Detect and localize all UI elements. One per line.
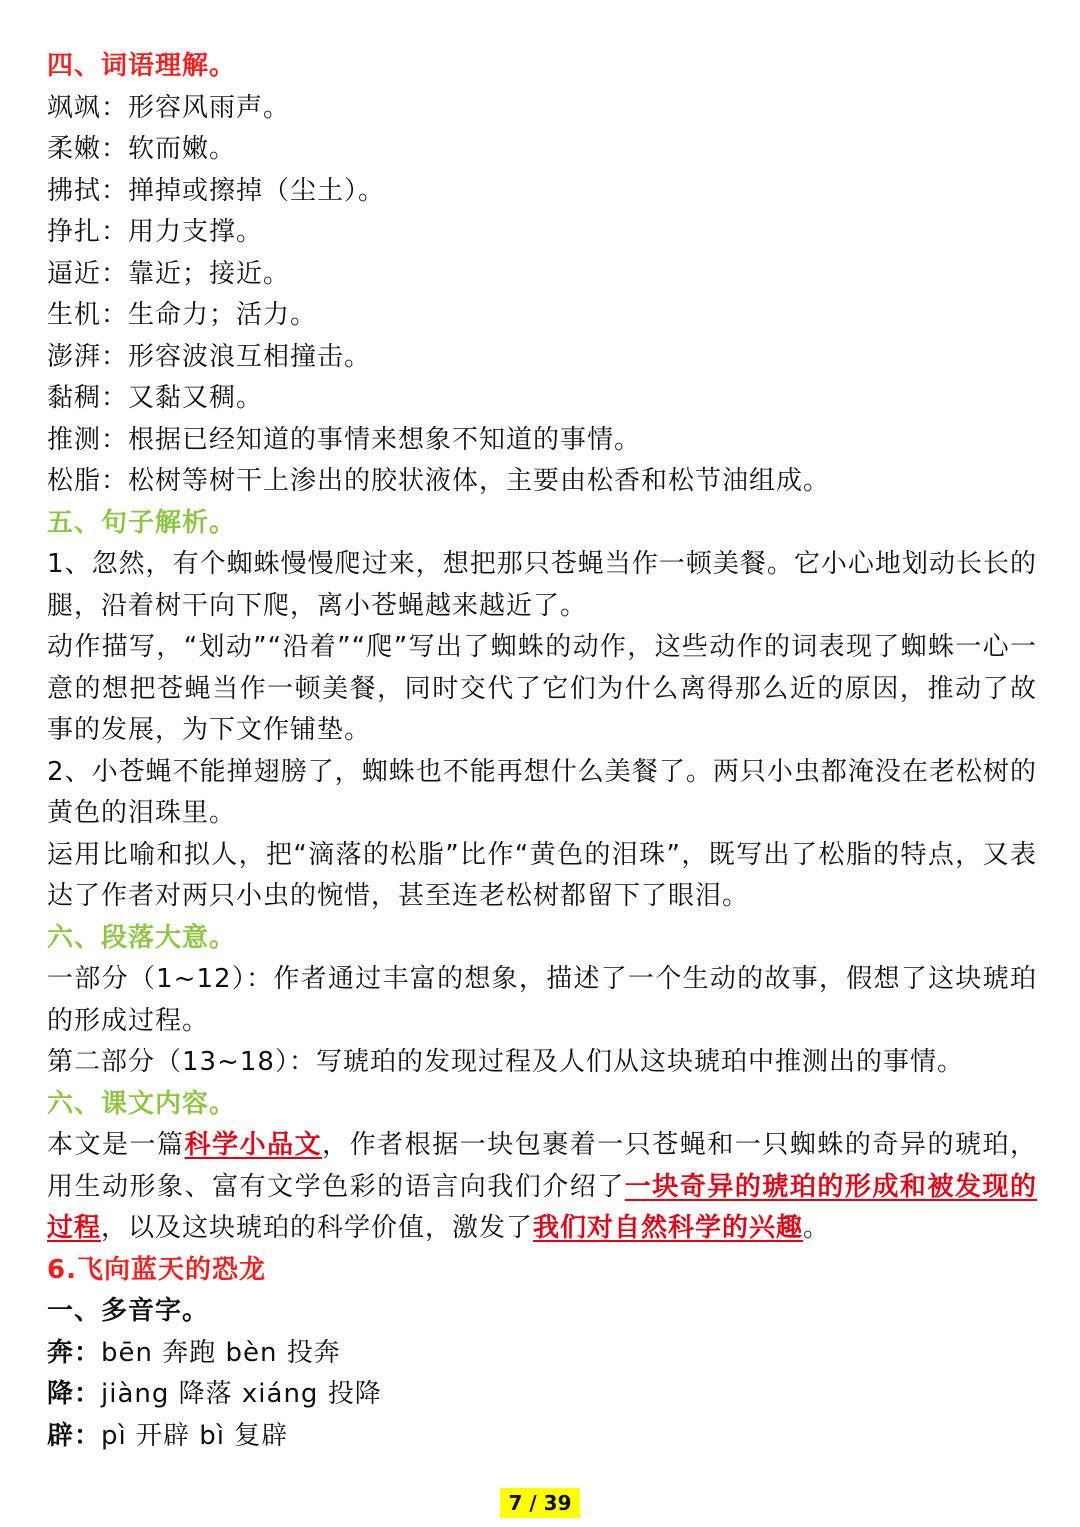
content-text: ，作者根据一块包裹着一只苍蝇和一只蜘蛛的奇异的琥珀，用生动形象、富有文学色彩的语言向我们介绍了 [47,1130,1037,1202]
polyphone-readings: bēn 奔跑 bèn 投奔 [101,1337,341,1368]
page-number-badge: 7 / 39 [500,1488,580,1518]
polyphone-char: 降： [47,1379,102,1409]
lesson-title: 6.飞向蓝天的恐龙 [47,1254,266,1285]
polyphone-row [47,1333,1037,1375]
word-item: 柔嫩：软而嫩。 [47,134,237,164]
polyphone-row [47,1374,1037,1416]
content-text: 本文是一篇 [47,1130,185,1160]
word-item: 飒飒：形容风雨声。 [47,92,291,123]
sentence-paragraph: 1、忽然，有个蜘蛛慢慢爬过来，想把那只苍蝇当作一顿美餐。它小心地划动长长的腿，沿着树干向下爬，离小苍蝇越来越近了。 [47,549,1037,621]
polyphone-row [47,1416,1037,1458]
content-text: 。 [803,1213,831,1243]
analysis-paragraph: 运用比喻和拟人，把“滴落的松脂”比作“黄色的泪珠”，既写出了松脂的特点，又表达了作者对两只小虫的惋惜，甚至连老松树都留下了眼泪。 [47,839,1037,911]
word-item: 黏稠：又黏又稠。 [47,383,264,413]
section-heading-sentence-analysis: 五、句子解析。 [47,507,237,538]
word-item: 逼近：靠近；接近。 [47,258,291,289]
polyphone-readings: pì 开辟 bì 复辟 [101,1420,289,1451]
analysis-paragraph: 动作描写，“划动”“沿着”“爬”写出了蜘蛛的动作，这些动作的词表现了蜘蛛一心一意的想把苍蝇当作一顿美餐，同时交代了它们为什么离得那么近的原因，推动了故事的发展，为下文作铺垫。 [47,632,1037,745]
highlight-text: 科学小品文 [184,1130,323,1160]
word-item: 澎湃：形容波浪互相撞击。 [47,341,372,372]
polyphone-char: 奔： [47,1337,102,1368]
sentence-paragraph: 2、小苍蝇不能掸翅膀了，蜘蛛也不能再想什么美餐了。两只小虫都淹没在老松树的黄色的泪珠里。 [47,756,1037,828]
document-page [47,46,1037,1457]
highlight-text: 我们对自然科学的兴趣 [533,1213,804,1243]
content-paragraph [47,1125,1037,1250]
word-item: 推测：根据已经知道的事情来想象不知道的事情。 [47,424,642,455]
summary-paragraph: 一部分（1~12）：作者通过丰富的想象，描述了一个生动的故事，假想了这块琥珀的形成过程。 [47,964,1037,1036]
polyphone-char: 辟： [47,1420,102,1451]
section-heading-word-meaning: 四、词语理解。 [47,51,237,81]
word-item: 拂拭：掸掉或擦掉（尘土）。 [47,175,386,206]
word-item: 松脂：松树等树干上渗出的胶状液体，主要由松香和松节油组成。 [47,466,831,496]
polyphone-readings: jiàng 降落 xiáng 投降 [101,1379,382,1409]
section-heading-paragraph-summary: 六、段落大意。 [47,922,237,953]
word-item: 生机：生命力；活力。 [47,300,318,330]
section-heading-text-content: 六、课文内容。 [47,1088,237,1119]
summary-paragraph: 第二部分（13~18）：写琥珀的发现过程及人们从这块琥珀中推测出的事情。 [47,1047,964,1077]
content-text: ，以及这块琥珀的科学价值，激发了 [101,1213,534,1243]
word-item: 挣扎：用力支撑。 [47,217,264,247]
highlight-text: 一块奇异的琥珀的形成和被发现的过程 [47,1171,1037,1243]
subsection-heading-polyphone: 一、多音字。 [47,1296,210,1326]
